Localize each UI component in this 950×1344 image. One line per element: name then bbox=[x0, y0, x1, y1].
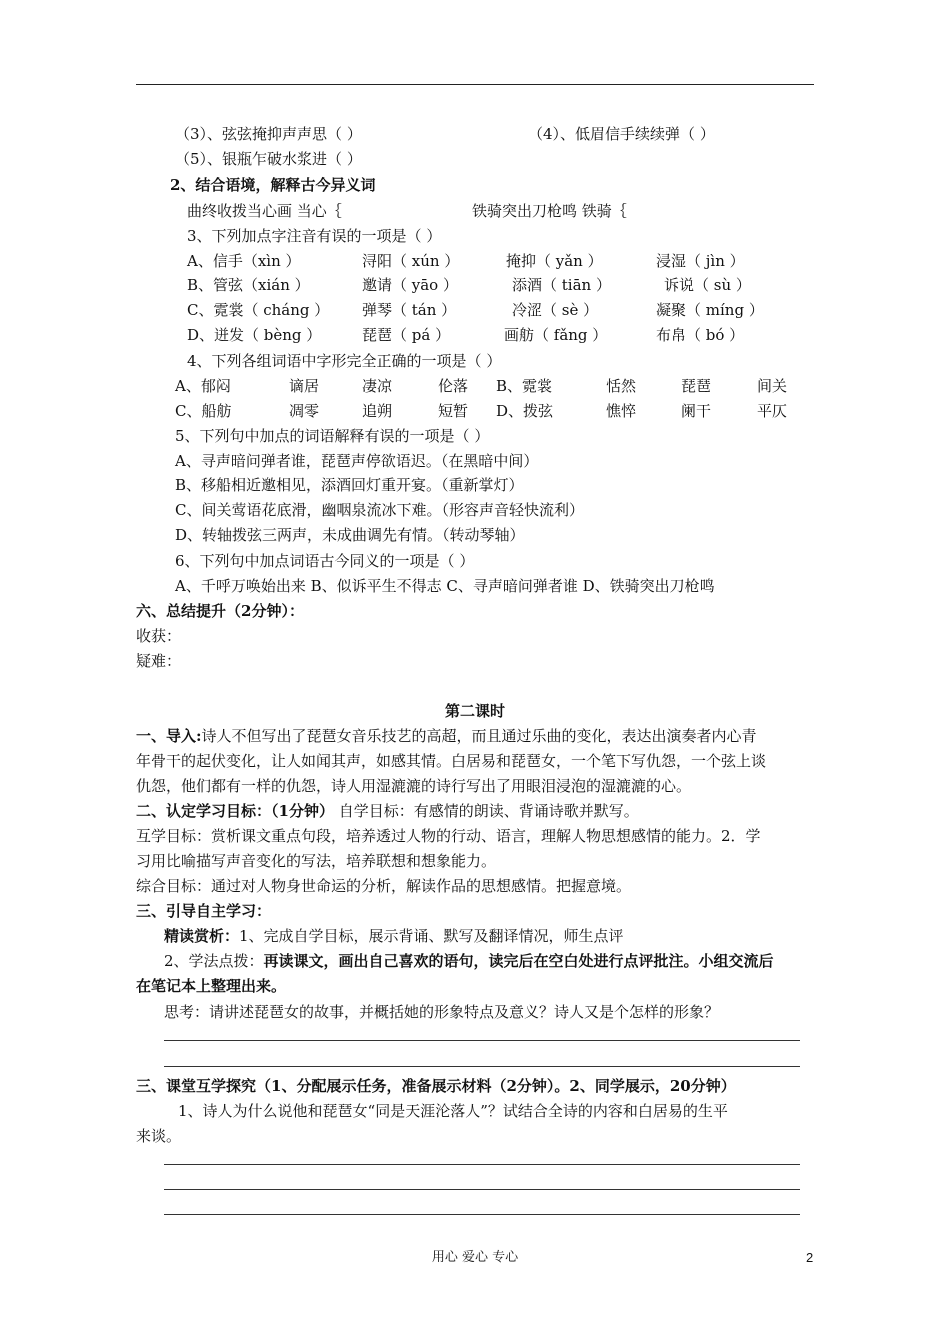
goals-mutual-1: 互学目标：赏析课文重点句段，培养透过人物的行动、语言，理解人物思想感情的能力。2．学 bbox=[136, 827, 761, 845]
summary-gain: 收获： bbox=[136, 627, 182, 645]
q5-option-d: D、转轴拨弦三两声，未成曲调先有情。（转动琴轴） bbox=[175, 526, 525, 544]
explore-q1-line-2: 来谈。 bbox=[136, 1127, 182, 1145]
q3-b1: B、管弦（xián ） bbox=[187, 276, 310, 294]
q2-left: 曲终收拨当心画 当心｛ bbox=[187, 202, 342, 220]
goals-overall: 综合目标：通过对人物身世命运的分析，解读作品的思想感情。把握意境。 bbox=[136, 877, 632, 895]
goals-mutual-2: 习用比喻描写声音变化的写法，培养联想和想象能力。 bbox=[136, 852, 497, 870]
explore-heading: 三、课堂互学探究（1、分配展示任务，准备展示材料（2分钟）。2、同学展示，20分钟） bbox=[136, 1077, 736, 1095]
q4-c4: 短暂 bbox=[438, 402, 469, 420]
q4-c6: 憔悴 bbox=[606, 402, 637, 420]
q4-c2: 凋零 bbox=[289, 402, 320, 420]
item-3: （3）、弦弦掩抑声声思（ ） bbox=[175, 125, 362, 143]
answer-line[interactable] bbox=[164, 1066, 800, 1067]
q4-a2: 谪居 bbox=[289, 377, 320, 395]
method-label: 2、学法点拨： bbox=[164, 952, 264, 970]
q3-title: 3、下列加点字注音有误的一项是（ ） bbox=[187, 227, 442, 245]
guide-heading: 三、引导自主学习： bbox=[136, 902, 272, 920]
read-label: 精读赏析： bbox=[164, 927, 240, 945]
method-bold-2: 在笔记本上整理出来。 bbox=[136, 977, 287, 995]
q5-option-c: C、间关莺语花底滑，幽咽泉流冰下难。（形容声音轻快流利） bbox=[175, 501, 584, 519]
answer-line[interactable] bbox=[164, 1040, 800, 1041]
q3-c1: C、霓裳（ cháng ） bbox=[187, 301, 330, 319]
item-4: （4）、低眉信手续续弹（ ） bbox=[528, 125, 715, 143]
q3-c4: 凝聚（ míng ） bbox=[656, 301, 764, 319]
q3-c3: 冷涩（ sè ） bbox=[512, 301, 599, 319]
q3-b4: 诉说（ sù ） bbox=[664, 276, 751, 294]
goals-line bbox=[136, 800, 639, 822]
q4-a6: 恬然 bbox=[606, 377, 637, 395]
summary-heading: 六、总结提升（2分钟）： bbox=[136, 602, 304, 620]
page-number: 2 bbox=[806, 1250, 814, 1265]
q4-a4: 伦落 bbox=[438, 377, 469, 395]
intro-line-3: 仇怨，他们都有一样的仇怨，诗人用湿漉漉的诗行写出了用眼泪浸泡的湿漉漉的心。 bbox=[136, 777, 692, 795]
q4-c7: 阑干 bbox=[681, 402, 712, 420]
q5-title: 5、下列句中加点的词语解释有误的一项是（ ） bbox=[175, 427, 490, 445]
q3-c2: 弹琴（ tán ） bbox=[362, 301, 457, 319]
q4-c5: D、拨弦 bbox=[496, 402, 554, 420]
read-text: 1、完成自学目标，展示背诵、默写及翻译情况，师生点评 bbox=[239, 927, 624, 945]
intro-line-2: 年骨干的起伏变化，让人如闻其声，如感其情。白居易和琵琶女，一个笔下写仇怨，一个弦上谈 bbox=[136, 752, 767, 770]
method-line-1 bbox=[164, 950, 774, 972]
goals-label: 二、认定学习目标：（1分钟） bbox=[136, 802, 334, 820]
q5-option-a: A、寻声暗问弹者谁，琵琶声停欲语迟。（在黑暗中间） bbox=[175, 452, 539, 470]
q2-title: 2、结合语境，解释古今异义词 bbox=[170, 176, 376, 194]
q3-b2: 邀请（ yāo ） bbox=[362, 276, 458, 294]
method-bold-1: 再读课文，画出自己喜欢的语句，读完后在空白处进行点评批注。小组交流后 bbox=[263, 952, 774, 970]
q3-a1: A、信手（xìn ） bbox=[187, 252, 301, 270]
answer-line[interactable] bbox=[164, 1164, 800, 1165]
footer-motto: 用心 爱心 专心 bbox=[431, 1250, 519, 1265]
q4-c8: 平仄 bbox=[757, 402, 788, 420]
item-5: （5）、银瓶乍破水浆进（ ） bbox=[175, 150, 362, 168]
q4-a1: A、郁闷 bbox=[175, 377, 231, 395]
q3-d3: 画舫（ fǎng ） bbox=[504, 326, 608, 344]
q4-c3: 追朔 bbox=[362, 402, 393, 420]
q4-a3: 凄凉 bbox=[362, 377, 393, 395]
q6-options: A、千呼万唤始出来 B、似诉平生不得志 C、寻声暗问弹者谁 D、铁骑突出刀枪鸣 bbox=[175, 577, 715, 595]
q4-a7: 琵琶 bbox=[681, 377, 712, 395]
read-line bbox=[164, 925, 624, 947]
intro-label: 一、导入: bbox=[136, 727, 202, 745]
q3-a2: 浔阳（ xún ） bbox=[362, 252, 460, 270]
q3-d2: 琵琶（ pá ） bbox=[362, 326, 451, 344]
lesson2-title: 第二课时 bbox=[444, 702, 505, 720]
q6-title: 6、下列句中加点词语古今同义的一项是（ ） bbox=[175, 552, 475, 570]
q3-a3: 掩抑（ yǎn ） bbox=[506, 252, 603, 270]
q3-d1: D、迸发（ bèng ） bbox=[187, 326, 322, 344]
summary-doubt: 疑难： bbox=[136, 652, 182, 670]
answer-line[interactable] bbox=[164, 1189, 800, 1190]
q5-option-b: B、移船相近邀相见，添酒回灯重开宴。（重新掌灯） bbox=[175, 476, 524, 494]
q4-c1: C、船舫 bbox=[175, 402, 232, 420]
q2-right: 铁骑突出刀枪鸣 铁骑｛ bbox=[472, 202, 627, 220]
intro-line-1 bbox=[136, 725, 757, 747]
q3-b3: 添酒（ tiān ） bbox=[512, 276, 611, 294]
q3-a4: 浸湿（ jìn ） bbox=[656, 252, 745, 270]
answer-line[interactable] bbox=[164, 1214, 800, 1215]
explore-q1-line-1: 1、诗人为什么说他和琵琶女“同是天涯沦落人”？试结合全诗的内容和白居易的生平 bbox=[178, 1102, 728, 1120]
think-prompt: 思考：请讲述琵琶女的故事，并概括她的形象特点及意义？诗人又是个怎样的形象？ bbox=[164, 1003, 720, 1021]
q4-a5: B、霓裳 bbox=[496, 377, 553, 395]
q4-title: 4、下列各组词语中字形完全正确的一项是（ ） bbox=[187, 352, 502, 370]
goals-self: 自学目标：有感情的朗读、背诵诗歌并默写。 bbox=[333, 802, 639, 820]
intro-text-1: 诗人不但写出了琵琶女音乐技艺的高超，而且通过乐曲的变化，表达出演奏者内心青 bbox=[201, 727, 757, 745]
q4-a8: 间关 bbox=[757, 377, 788, 395]
q3-d4: 布帛（ bó ） bbox=[656, 326, 745, 344]
header-rule bbox=[136, 84, 814, 85]
